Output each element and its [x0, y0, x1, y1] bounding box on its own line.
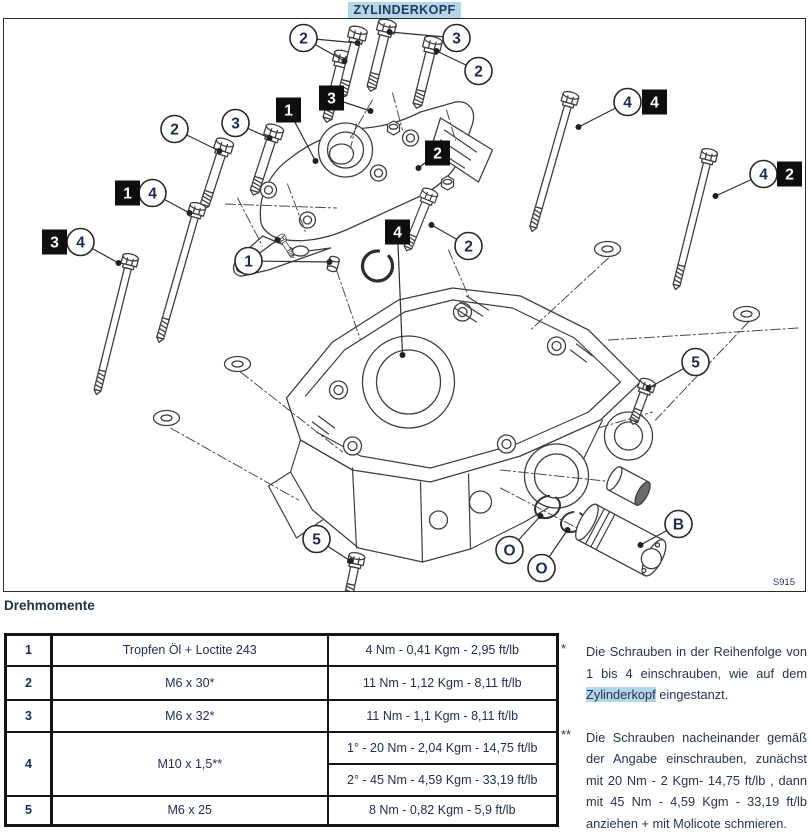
svg-text:4: 4 — [650, 94, 659, 112]
row-number: 4 — [6, 732, 52, 796]
footnote-text-post: eingestanzt. — [655, 687, 729, 702]
row-desc: M6 x 25 — [52, 796, 328, 826]
engine-artwork — [89, 19, 799, 591]
svg-text:B: B — [672, 516, 685, 534]
callout-square-1 — [276, 98, 301, 123]
row-number: 5 — [6, 796, 52, 826]
svg-text:2: 2 — [433, 145, 442, 163]
svg-text:4: 4 — [393, 224, 402, 242]
callout-circle-2 — [465, 58, 492, 85]
footnote-text-pre: Die Schrauben in der Reihenfolge von 1 bis 4 einschrauben, wie auf dem — [586, 644, 807, 681]
callout-square-2 — [425, 141, 450, 166]
page-title: ZYLINDERKOPF — [348, 2, 460, 18]
row-value: 1° - 20 Nm - 2,04 Kgm - 14,75 ft/lb — [328, 732, 558, 764]
callout-circle-2 — [290, 25, 317, 52]
svg-text:3: 3 — [327, 90, 336, 108]
svg-text:2: 2 — [785, 166, 794, 184]
row-number: 2 — [6, 666, 52, 700]
row-value: 11 Nm - 1,12 Kgm - 8,11 ft/lb — [328, 666, 558, 700]
table-row — [6, 635, 558, 666]
page-header — [0, 1, 809, 19]
table-row — [6, 796, 558, 826]
svg-text:1: 1 — [244, 253, 253, 271]
footnote-text — [586, 641, 807, 706]
row-value: 2° - 45 Nm - 4,59 Kgm - 33,19 ft/lb — [328, 764, 558, 796]
callout-square-3 — [319, 86, 344, 111]
exploded-diagram — [4, 19, 805, 591]
row-desc: Tropfen Öl + Loctite 243 — [52, 635, 328, 666]
callout-circle-3 — [443, 25, 470, 52]
callout-circle-2 — [455, 233, 482, 260]
svg-text:2: 2 — [170, 121, 179, 139]
callout-circle-4 — [67, 229, 94, 256]
row-number: 3 — [6, 700, 52, 732]
footnotes — [561, 641, 807, 832]
svg-text:4: 4 — [76, 234, 85, 252]
callout-circle-O — [496, 537, 523, 564]
svg-text:3: 3 — [452, 30, 461, 48]
callout-circle-5 — [682, 349, 709, 376]
callout-circle-1 — [235, 248, 262, 275]
callout-circle-B — [665, 511, 692, 538]
callout-circle-4 — [614, 89, 641, 116]
svg-text:2: 2 — [299, 30, 308, 48]
row-number: 1 — [6, 635, 52, 666]
table-row — [6, 666, 558, 700]
callout-circle-5 — [303, 526, 330, 553]
table-row — [6, 700, 558, 732]
svg-text:1: 1 — [284, 102, 293, 120]
footnote-1 — [561, 641, 807, 706]
row-desc: M10 x 1,5** — [52, 732, 328, 796]
footnote-2 — [561, 727, 807, 832]
callout-circle-3 — [222, 110, 249, 137]
callout-circle-O — [528, 555, 555, 582]
row-desc: M6 x 32* — [52, 700, 328, 732]
svg-text:4: 4 — [623, 94, 632, 112]
callout-square-3 — [42, 230, 67, 255]
row-value: 11 Nm - 1,1 Kgm - 8,11 ft/lb — [328, 700, 558, 732]
torque-table — [4, 633, 559, 827]
table-row — [6, 732, 558, 764]
svg-text:4: 4 — [148, 185, 157, 203]
figure-code: S915 — [772, 577, 795, 588]
diagram-frame — [3, 18, 806, 592]
callout-circle-2 — [161, 116, 188, 143]
torque-heading: Drehmomente — [4, 598, 95, 613]
callout-square-2 — [777, 162, 802, 187]
svg-text:2: 2 — [464, 238, 473, 256]
svg-text:O: O — [503, 542, 516, 560]
svg-text:2: 2 — [474, 63, 483, 81]
callout-circle-4 — [750, 161, 777, 188]
zylinderkopf-link[interactable]: Zylinderkopf — [586, 687, 656, 702]
callout-square-4 — [385, 220, 410, 245]
footnote-marker: ** — [561, 726, 571, 742]
row-value: 8 Nm - 0,82 Kgm - 5,9 ft/lb — [328, 796, 558, 826]
callout-circle-4 — [139, 180, 166, 207]
svg-text:3: 3 — [231, 115, 240, 133]
svg-text:5: 5 — [312, 531, 321, 549]
svg-text:4: 4 — [759, 166, 768, 184]
svg-text:1: 1 — [123, 185, 132, 203]
row-value: 4 Nm - 0,41 Kgm - 2,95 ft/lb — [328, 635, 558, 666]
svg-text:3: 3 — [50, 234, 59, 252]
footnote-text: Die Schrauben nacheinander gemäß der Angabe einschrauben, zunächst mit 20 Nm - 2 Kgm- 14,75 ft/lb , dann mit 45 Nm - 4,59 Kgm - 33,19 ft/lb anziehen + mit Molicote schmieren. — [586, 729, 807, 831]
svg-text:5: 5 — [691, 354, 700, 372]
row-desc: M6 x 30* — [52, 666, 328, 700]
callout-square-4 — [642, 90, 667, 115]
svg-text:O: O — [535, 560, 548, 578]
callout-square-1 — [115, 181, 140, 206]
footnote-marker: * — [561, 641, 566, 656]
